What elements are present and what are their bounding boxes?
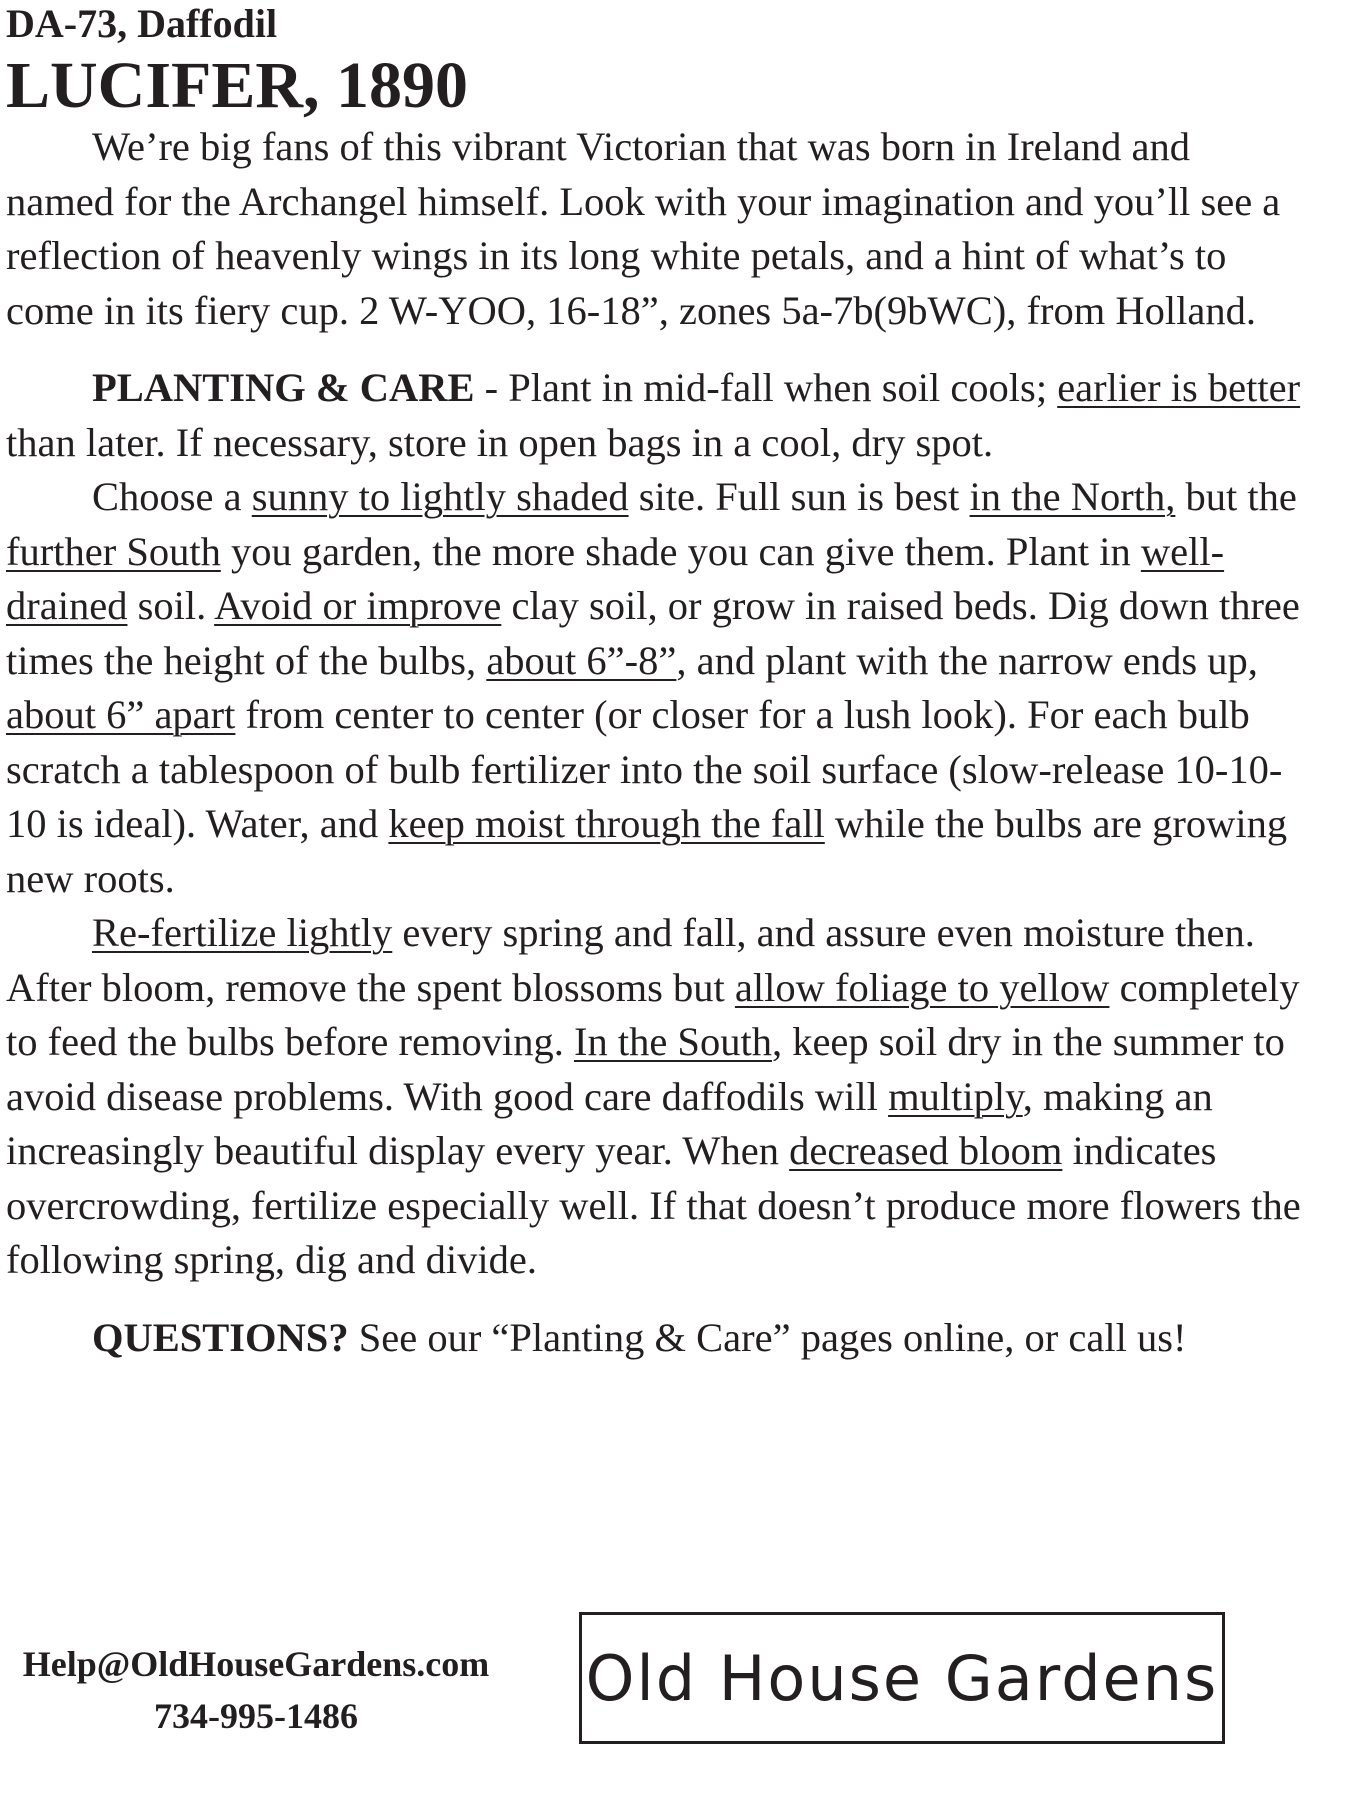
text-run: while the bulbs are growing new roots. [6,801,1288,901]
text-run: , making an increasingly beautiful display every year. When [6,1073,1213,1173]
underlined-run: multiply [888,1073,1023,1119]
underlined-run: Re-fertilize lightly [92,910,393,955]
underlined-run: in the North, [969,474,1176,519]
phone-number[interactable]: 734-995-1486 [154,1696,358,1736]
logo-box [579,1612,1225,1744]
email-address[interactable]: Help@OldHouseGardens.com [22,1644,490,1684]
underlined-run: earlier is better [1057,365,1301,410]
planting-paragraph-3 [6,906,1306,1288]
text-run: than later. If necessary, store in open bags in a cool, dry spot. [6,419,994,465]
page-title: LUCIFER, 1890 [6,49,469,122]
contact-info [6,1638,506,1742]
planting-paragraph-1 [6,361,1306,470]
underlined-run: sunny to lightly shaded [251,474,629,519]
underlined-run: allow foliage to yellow [734,964,1110,1010]
underlined-run: about 6” apart [6,692,236,737]
underlined-run: In the South [573,1019,772,1064]
questions-heading: QUESTIONS? [92,1314,349,1360]
text-run: from center to center (or closer for a lush look). For each bulb scratch a tablespoon of bulb fertilizer into the soil surface (slow-release 10-10-10 is ideal). Water, and [6,692,1283,846]
text-run: completely to feed the bulbs before removing. [6,964,1300,1064]
questions-paragraph [6,1311,1306,1366]
underlined-run: decreased bloom [789,1128,1063,1173]
planting-heading: PLANTING & CARE [92,365,475,410]
text-run: site. Full sun is best [628,474,970,519]
underlined-run: further South [6,528,221,574]
text-run: soil. [127,583,215,628]
text-run: indicates overcrowding, fertilize especially well. If that doesn’t produce more flowers the following spring, dig and divide. [6,1128,1301,1282]
logo: Old House Gardens [585,1641,1219,1715]
underlined-run: Avoid or improve [214,583,502,628]
product-code: DA-73, Daffodil [6,1,278,46]
text-run: - Plant in mid-fall when soil cools; [474,365,1058,410]
planting-paragraph-2 [6,470,1306,906]
text-run: but the [1175,474,1297,519]
text-run: , and plant with the narrow ends up, [676,637,1258,683]
underlined-run: keep moist through the fall [388,801,825,846]
text-run: you garden, the more shade you can give them. Plant in [220,528,1141,574]
text-run: every spring and fall, and assure even moisture then. After bloom, remove the spent blossoms but [6,910,1255,1010]
text-run: Choose a [92,474,252,519]
info-card [6,0,1306,1365]
text-run: , keep soil dry in the summer to avoid disease problems. With good care daffodils will [6,1019,1285,1119]
underlined-run: about 6”-8” [486,637,677,683]
intro-paragraph: We’re big fans of this vibrant Victorian that was born in Ireland and named for the Archangel himself. Look with your imagination and you’ll see a reflection of heavenly wings in its long white petals, and a hint of what’s to come in its fiery cup. 2 W-YOO, 16-18”, zones 5a-7b(9bWC), from Holland. [6,124,1281,333]
text-run: clay soil, or grow in raised beds. Dig down three times the height of the bulbs, [6,583,1300,683]
underlined-run: well-drained [6,528,1225,628]
text-run: See our “Planting & Care” pages online, or call us! [348,1314,1187,1360]
